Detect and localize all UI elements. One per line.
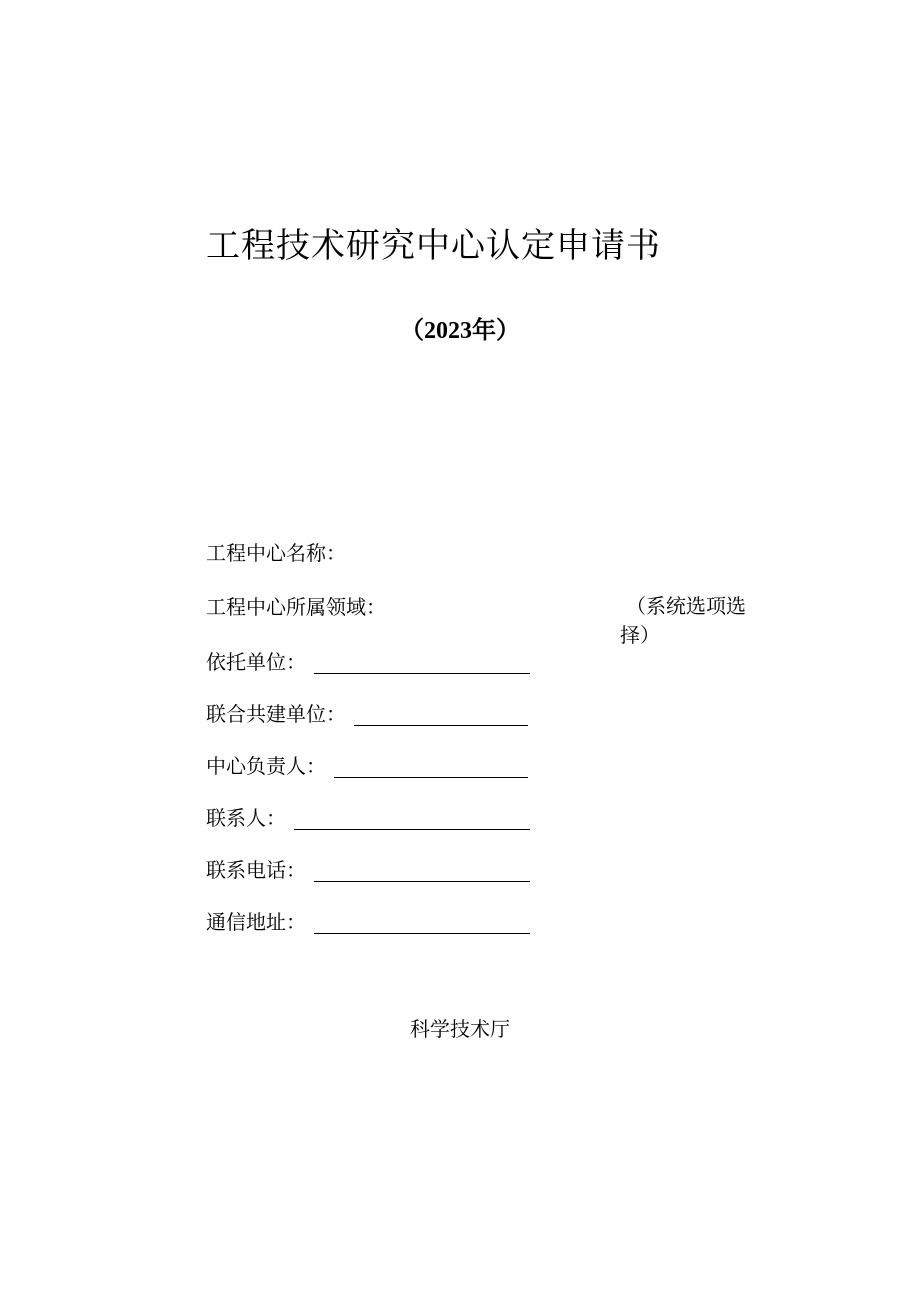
issuing-authority: 科学技术厅 (410, 1017, 510, 1041)
center-name-row (206, 537, 346, 567)
document-year: （2023年） (400, 318, 520, 344)
host-unit-input-line[interactable] (314, 673, 530, 674)
address-label: 通信地址： (206, 910, 306, 934)
partner-unit-row (206, 698, 528, 728)
phone-row (206, 854, 530, 884)
address-input-line[interactable] (314, 933, 530, 934)
phone-label: 联系电话： (206, 858, 306, 882)
document-title: 工程技术研究中心认定申请书 (206, 226, 661, 266)
director-label: 中心负责人： (206, 754, 326, 778)
center-field-label: 工程中心所属领域： (206, 595, 386, 619)
center-name-label: 工程中心名称： (206, 541, 346, 565)
phone-input-line[interactable] (314, 881, 530, 882)
partner-unit-label: 联合共建单位： (206, 702, 346, 726)
host-unit-row (206, 646, 530, 676)
center-field-note: （系统选项选择） (620, 594, 746, 647)
host-unit-label: 依托单位： (206, 650, 306, 674)
address-row (206, 906, 530, 936)
contact-person-input-line[interactable] (294, 829, 530, 830)
partner-unit-input-line[interactable] (354, 725, 528, 726)
director-row (206, 750, 528, 780)
center-field-row (206, 591, 386, 621)
director-input-line[interactable] (334, 777, 528, 778)
contact-person-label: 联系人： (206, 806, 286, 830)
contact-person-row (206, 802, 530, 832)
